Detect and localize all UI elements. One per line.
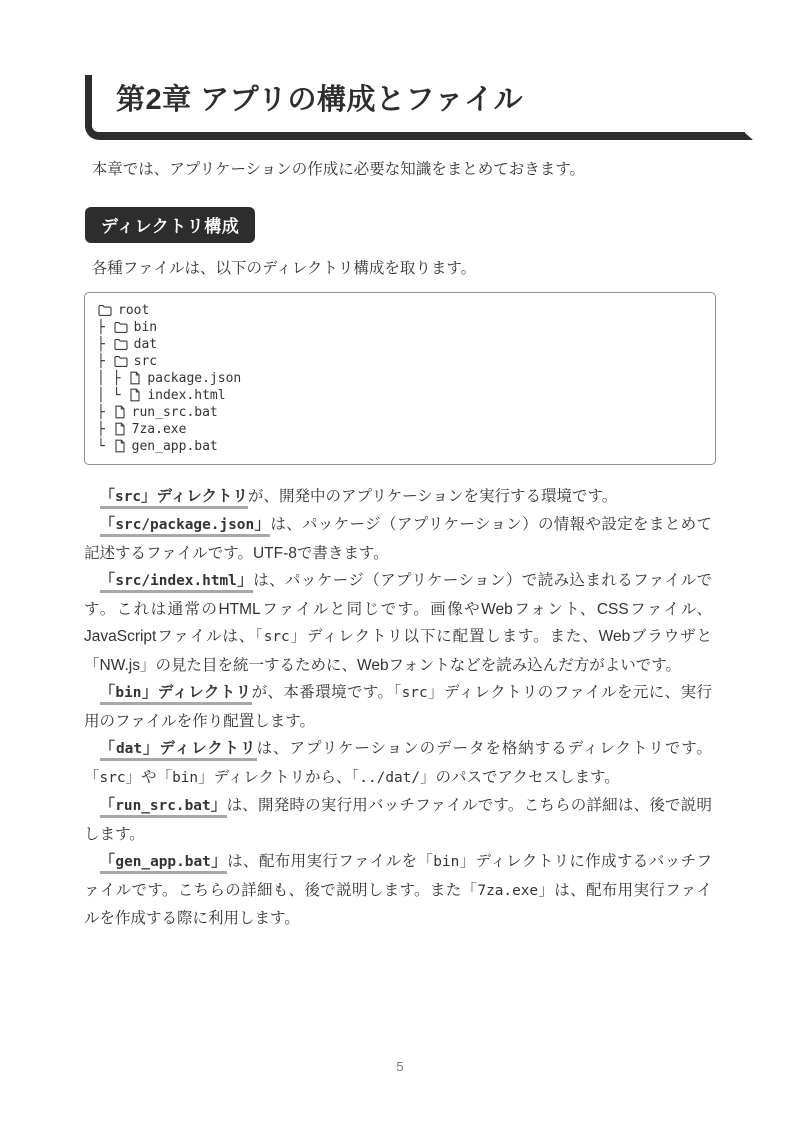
inline-code: src bbox=[401, 685, 428, 702]
file-icon bbox=[129, 371, 141, 385]
tree-row bbox=[97, 387, 703, 404]
term-text: src/package.json bbox=[115, 517, 254, 537]
inline-code: src bbox=[263, 629, 290, 646]
term-text: 「 bbox=[100, 516, 116, 537]
paragraph bbox=[84, 848, 712, 933]
tree-label: package.json bbox=[147, 370, 242, 386]
tree-row bbox=[97, 319, 703, 336]
term-text: src/index.html bbox=[115, 573, 236, 593]
term-text: 「 bbox=[100, 740, 116, 761]
tree-label: run_src.bat bbox=[131, 404, 218, 420]
text: 」ディレクトリから、「 bbox=[198, 768, 360, 786]
term-text: dat bbox=[116, 741, 142, 761]
tree-row bbox=[97, 370, 703, 387]
tree-label: gen_app.bat bbox=[131, 438, 218, 454]
section-heading: ディレクトリ構成 bbox=[85, 207, 255, 243]
paragraph bbox=[84, 483, 712, 512]
term-text: src bbox=[115, 489, 141, 509]
tree-label: dat bbox=[133, 336, 158, 352]
folder-icon bbox=[114, 355, 128, 367]
paragraph bbox=[84, 792, 712, 848]
tree-row bbox=[97, 302, 703, 319]
page-number: 5 bbox=[396, 1059, 404, 1074]
text: 」は、配布用実行ファイルを作成する際に利用します。 bbox=[84, 881, 712, 928]
inline-code: ../dat/ bbox=[359, 769, 421, 786]
folder-icon bbox=[98, 304, 112, 316]
body-paragraphs bbox=[84, 483, 712, 933]
tree-branch: │ ├ bbox=[97, 370, 129, 386]
tree-branch: ├ bbox=[97, 319, 113, 335]
term-text: gen_app.bat bbox=[115, 854, 210, 874]
tree-branch: ├ bbox=[97, 336, 113, 352]
tree-label: src bbox=[133, 353, 158, 369]
directory-tree-box bbox=[84, 292, 716, 465]
file-icon bbox=[114, 405, 126, 419]
inline-code: 7za.exe bbox=[477, 882, 539, 899]
text: が、開発中のアプリケーションを実行する環境です。 bbox=[248, 487, 618, 505]
term-text: 」ディレクトリ bbox=[141, 684, 251, 705]
folder-icon bbox=[114, 338, 128, 350]
tree-row bbox=[97, 353, 703, 370]
tree-row bbox=[97, 438, 703, 455]
term-text: 」 bbox=[211, 853, 227, 874]
section-lead: 各種ファイルは、以下のディレクトリ構成を取ります。 bbox=[91, 259, 477, 277]
text: は、アプリケーションのデータを格納するディレクトリです。「 bbox=[84, 740, 713, 786]
tree-label: bin bbox=[133, 319, 158, 335]
term-text: 」 bbox=[254, 516, 270, 537]
tree-row bbox=[97, 336, 703, 353]
chapter-title: 第2章 アプリの構成とファイル bbox=[116, 84, 523, 116]
paragraph bbox=[84, 567, 712, 679]
term-text: 」ディレクトリ bbox=[141, 488, 248, 509]
paragraph bbox=[84, 679, 712, 735]
file-icon bbox=[114, 422, 126, 436]
term-text: 「 bbox=[100, 488, 116, 509]
text: 」ディレクトリに作成するバッチファイルです。こちらの詳細も、後で説明します。また「 bbox=[84, 853, 712, 899]
term-text: 「 bbox=[100, 572, 116, 593]
folder-icon bbox=[114, 321, 128, 333]
tree-branch: └ bbox=[97, 438, 113, 454]
inline-code: bin bbox=[433, 854, 460, 871]
text: は、パッケージ（アプリケーション）の情報や設定をまとめて記述するファイルです。UTF-8で書きます。 bbox=[84, 516, 712, 562]
text: は、配布用実行ファイルを「 bbox=[227, 853, 434, 871]
tree-label: 7za.exe bbox=[131, 421, 187, 437]
term-text: run_src.bat bbox=[115, 798, 210, 818]
tree-branch: ├ bbox=[97, 353, 113, 369]
text: 」や「 bbox=[125, 768, 173, 786]
tree-row bbox=[97, 421, 703, 438]
term-text: 「 bbox=[100, 797, 116, 818]
text: は、パッケージ（アプリケーション）で読み込まれるファイルです。これは通常のHTMLファイルと同じです。画像やWebフォント、CSSファイル、JavaScriptファイルは、「 bbox=[84, 572, 712, 646]
chapter-lead: 本章では、アプリケーションの作成に必要な知識をまとめておきます。 bbox=[91, 160, 585, 178]
tree-label: index.html bbox=[147, 387, 226, 403]
tree-branch: │ └ bbox=[97, 387, 129, 403]
inline-code: bin bbox=[172, 769, 199, 786]
paragraph bbox=[84, 735, 712, 792]
text: 」のパスでアクセスします。 bbox=[420, 768, 620, 786]
text: 」ディレクトリ以下に配置します。また、Webブラウザと「NW.js」の見た目を統一するために、Webフォントなどを読み込んだ方がよいです。 bbox=[84, 628, 712, 674]
term-text: 」 bbox=[237, 572, 253, 593]
tree-label: root bbox=[118, 302, 150, 318]
file-icon bbox=[114, 439, 126, 453]
tree-branch: ├ bbox=[97, 404, 113, 420]
inline-code: src bbox=[99, 769, 126, 786]
file-icon bbox=[129, 388, 141, 402]
term-text: 」 bbox=[211, 797, 227, 818]
text: は、開発時の実行用バッチファイルです。こちらの詳細は、後で説明します。 bbox=[84, 797, 712, 843]
term-text: 「 bbox=[100, 853, 116, 874]
term-text: 「 bbox=[100, 684, 116, 705]
term-text: 」ディレクトリ bbox=[142, 740, 257, 761]
tree-branch: ├ bbox=[97, 421, 113, 437]
text: 」ディレクトリのファイルを元に、実行用のファイルを作り配置します。 bbox=[84, 684, 712, 730]
term-text: bin bbox=[115, 685, 141, 705]
text: が、本番環境です。「 bbox=[251, 684, 402, 702]
paragraph bbox=[84, 511, 712, 567]
chapter-banner bbox=[85, 75, 745, 140]
tree-row bbox=[97, 404, 703, 421]
